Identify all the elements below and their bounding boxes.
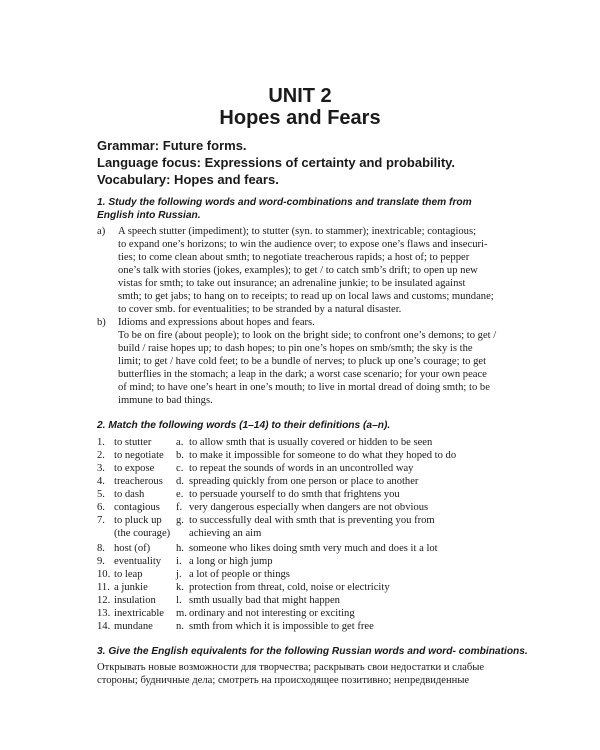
match-number: 4. xyxy=(97,476,105,487)
match-row xyxy=(97,475,557,488)
match-letter: d. xyxy=(176,476,184,487)
match-definition: protection from threat, cold, noise or electricity xyxy=(189,582,390,593)
match-definition: a lot of people or things xyxy=(189,569,290,580)
task2-heading: 2. Match the following words (1–14) to their definitions (a–n). xyxy=(97,420,391,431)
match-definition: very dangerous especially when dangers are not obvious xyxy=(189,502,429,513)
match-word: to stutter xyxy=(114,437,152,448)
unit-label: UNIT 2 xyxy=(268,85,332,107)
match-row xyxy=(97,581,557,594)
match-letter: n. xyxy=(176,621,184,632)
match-number: 5. xyxy=(97,489,105,500)
focus-vocabulary: Vocabulary: Hopes and fears. xyxy=(97,172,279,187)
match-word: inextricable xyxy=(114,608,164,619)
task1-a-line: to cover smb. for eventualities; to be stranded by a natural disaster. xyxy=(118,304,402,315)
match-number: 12. xyxy=(97,595,111,606)
unit-title: Hopes and Fears xyxy=(219,107,381,129)
task1-b-line: Idioms and expressions about hopes and fears. xyxy=(118,317,315,328)
match-letter: h. xyxy=(176,543,184,554)
task1-a-line: A speech stutter (impediment); to stutter (syn. to stammer); inextricable; contagious; xyxy=(118,226,477,237)
match-definition: to make it impossible for someone to do what they hoped to do xyxy=(189,450,457,461)
match-row xyxy=(97,436,557,449)
task1-b-line: of mind; to have one’s heart in one’s mouth; to live in mortal dread of doing smth; to be xyxy=(118,382,490,393)
match-row xyxy=(97,542,557,555)
task1-b-line: To be on fire (about people); to look on the bright side; to confront one’s demons; to get / xyxy=(118,330,497,341)
match-definition: smth usually bad that might happen xyxy=(189,595,340,606)
match-definition: a long or high jump xyxy=(189,556,273,567)
task1-a-line: to expand one’s horizons; to win the audience over; to expose one’s flaws and insecuri- xyxy=(118,239,488,250)
match-letter: g. xyxy=(176,515,184,526)
task1-a-line: vistas for smth; to take out insurance; an adrenaline junkie; to be insulated against xyxy=(118,278,466,289)
match-number: 8. xyxy=(97,543,105,554)
match-row xyxy=(97,620,557,633)
task1-b-line: build / raise hopes up; to dash hopes; to pin one’s hopes on smb/smth; the sky is the xyxy=(118,343,473,354)
task1-a-marker: a) xyxy=(97,226,106,237)
match-word: to leap xyxy=(114,569,143,580)
match-definition: smth from which it is impossible to get free xyxy=(189,621,374,632)
match-word: insulation xyxy=(114,595,156,606)
match-number: 9. xyxy=(97,556,105,567)
match-row xyxy=(97,555,557,568)
match-number: 3. xyxy=(97,463,105,474)
task1-a-line: ties; to come clean about smth; to negotiate treacherous rapids; a host of; to pepper xyxy=(118,252,470,263)
task1-b-line: butterflies in the stomach; a leap in the dark; a worst case scenario; for your own peace xyxy=(118,369,487,380)
match-word: mundane xyxy=(114,621,153,632)
match-definition: ordinary and not interesting or exciting xyxy=(189,608,355,619)
match-row xyxy=(97,462,557,475)
match-word: to negotiate xyxy=(114,450,164,461)
task1-b-marker: b) xyxy=(97,317,106,328)
match-word-continuation: (the courage) xyxy=(114,528,171,539)
match-row xyxy=(97,514,557,540)
task1-b-line: limit; to get / have cold feet; to be a bundle of nerves; to pluck up one’s courage; to get xyxy=(118,356,487,367)
match-definition: someone who likes doing smth very much and does it a lot xyxy=(189,543,438,554)
match-word: eventuality xyxy=(114,556,162,567)
match-definition: spreading quickly from one person or place to another xyxy=(189,476,419,487)
match-number: 10. xyxy=(97,569,111,580)
match-number: 1. xyxy=(97,437,105,448)
match-number: 7. xyxy=(97,515,105,526)
focus-grammar: Grammar: Future forms. xyxy=(97,138,247,153)
match-number: 6. xyxy=(97,502,105,513)
match-letter: e. xyxy=(176,489,184,500)
task1-a-line: smth; to get jabs; to hang on to receipts; to read up on local laws and customs; mundane; xyxy=(118,291,494,302)
match-word: host (of) xyxy=(114,543,151,554)
match-number: 2. xyxy=(97,450,105,461)
task3-heading: 3. Give the English equivalents for the following Russian words and word- combinations. xyxy=(97,646,528,657)
match-word: to pluck up xyxy=(114,515,162,526)
match-row xyxy=(97,488,557,501)
task1-b-line: immune to bad things. xyxy=(118,395,213,406)
match-word: a junkie xyxy=(114,582,148,593)
match-definition-continuation: achieving an aim xyxy=(189,528,262,539)
match-letter: j. xyxy=(176,569,182,580)
match-word: to dash xyxy=(114,489,145,500)
match-letter: l. xyxy=(176,595,182,606)
match-row xyxy=(97,594,557,607)
match-number: 13. xyxy=(97,608,111,619)
match-row xyxy=(97,449,557,462)
match-letter: m. xyxy=(176,608,187,619)
task3-russian-line: Открывать новые возможности для творчества; раскрывать свои недостатки и слабые xyxy=(97,662,485,673)
match-row xyxy=(97,568,557,581)
match-letter: i. xyxy=(176,556,182,567)
match-word: contagious xyxy=(114,502,160,513)
task1-a-line: one’s talk with stories (jokes, examples); to get / to catch smb’s drift; to open up new xyxy=(118,265,478,276)
match-definition: to successfully deal with smth that is preventing you from xyxy=(189,515,435,526)
match-number: 11. xyxy=(97,582,110,593)
task1-heading-line1: 1. Study the following words and word-combinations and translate them from xyxy=(97,197,472,208)
task3-russian-line: стороны; будничные дела; смотреть на происходящее позитивно; непредвиденные xyxy=(97,675,470,686)
match-definition: to repeat the sounds of words in an uncontrolled way xyxy=(189,463,414,474)
match-letter: b. xyxy=(176,450,184,461)
match-letter: f. xyxy=(176,502,183,513)
match-letter: c. xyxy=(176,463,184,474)
match-row xyxy=(97,501,557,514)
match-letter: a. xyxy=(176,437,184,448)
match-letter: k. xyxy=(176,582,184,593)
task1-heading-line2: English into Russian. xyxy=(97,210,201,221)
match-row xyxy=(97,607,557,620)
match-definition: to persuade yourself to do smth that frightens you xyxy=(189,489,400,500)
match-number: 14. xyxy=(97,621,111,632)
match-definition: to allow smth that is usually covered or hidden to be seen xyxy=(189,437,433,448)
match-word: to expose xyxy=(114,463,155,474)
focus-language: Language focus: Expressions of certainty and probability. xyxy=(97,155,456,170)
match-word: treacherous xyxy=(114,476,163,487)
